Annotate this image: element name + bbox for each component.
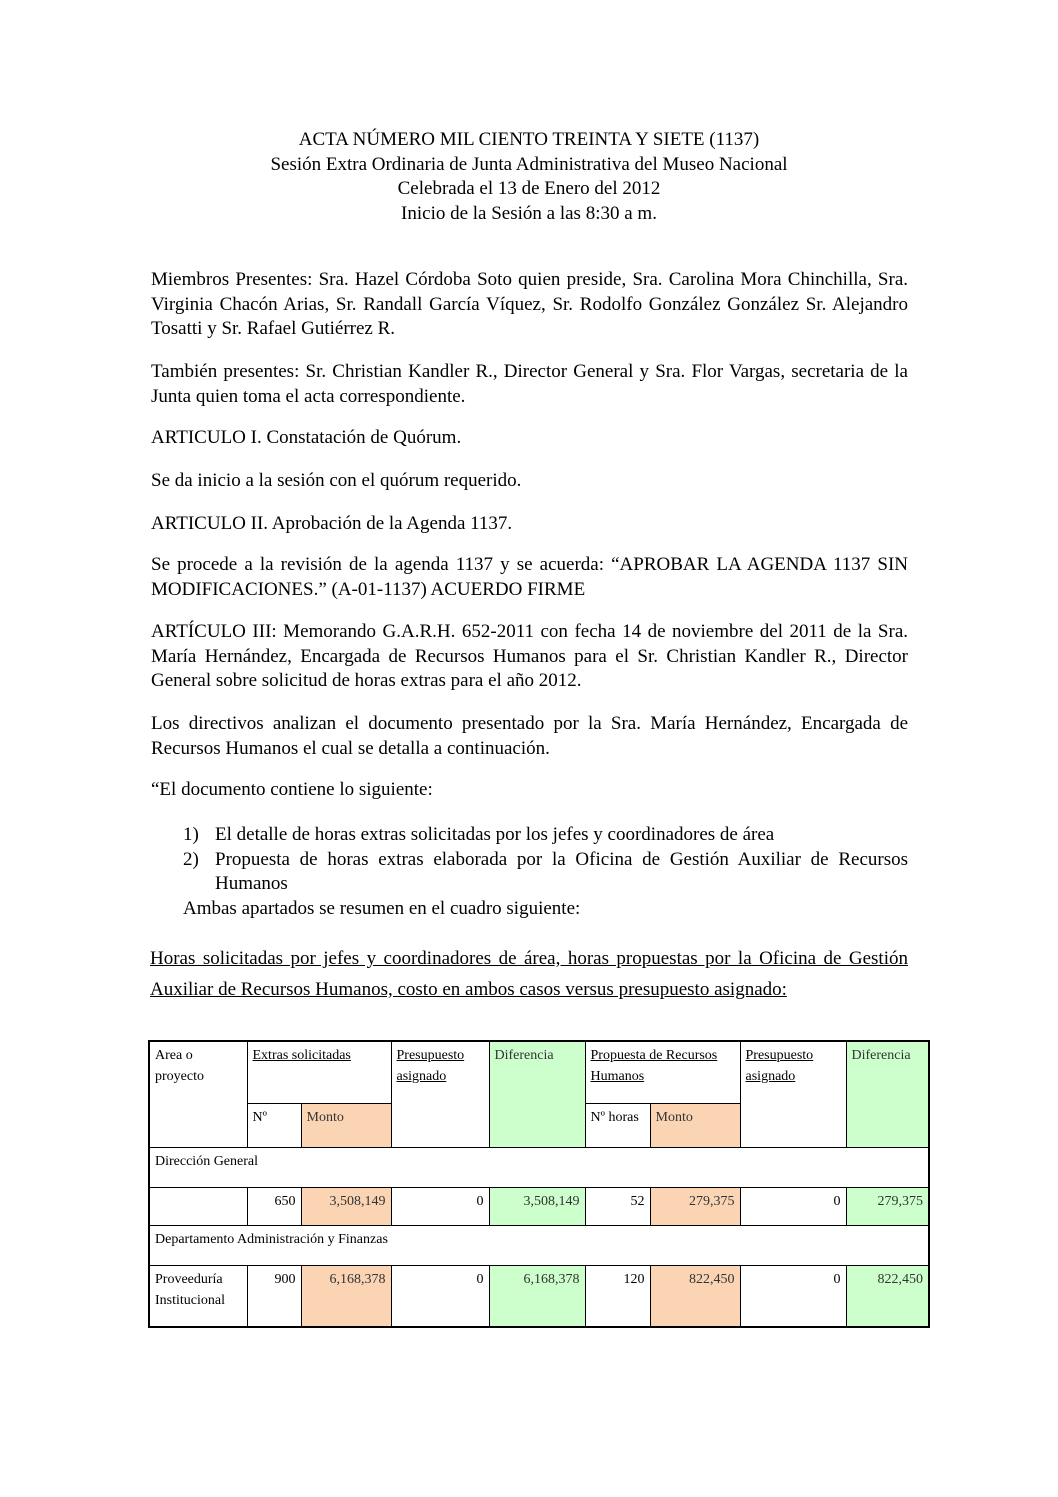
header-monto-2: Monto <box>650 1103 740 1147</box>
section-title: Dirección General <box>149 1147 929 1187</box>
list-number: 1) <box>183 824 199 845</box>
agenda-paragraph: Se procede a la revisión de la agenda 1137 y se acuerda: “APROBAR LA AGENDA 1137 SIN MODIFICACIONES.” (A-01-1137) ACUERDO FIRME <box>151 554 908 600</box>
header-n: Nº <box>247 1103 301 1147</box>
cell-area: Proveeduría Institucional <box>149 1265 247 1327</box>
article-2-heading: ARTICULO II. Aprobación de la Agenda 1137. <box>151 513 513 534</box>
header-presupuesto-1: Presupuesto asignado <box>391 1041 489 1147</box>
header-nhoras: Nº horas <box>585 1103 650 1147</box>
members-paragraph: Miembros Presentes: Sra. Hazel Córdoba Soto quien preside, Sra. Carolina Mora Chinchilla, Sra. Virginia Chacón Arias, Sr. Randall García Víquez, Sr. Rodolfo González González Sr. Alejandro Tosatti y Sr. Rafael Gutiérrez R. <box>151 269 908 339</box>
cell-diferencia-2: 279,375 <box>846 1187 929 1225</box>
cell-area <box>149 1187 247 1225</box>
document-contains-paragraph: “El documento contiene lo siguiente: <box>151 779 433 800</box>
cell-diferencia: 6,168,378 <box>489 1265 585 1327</box>
acta-title: ACTA NÚMERO MIL CIENTO TREINTA Y SIETE (1137) <box>298 129 760 150</box>
cell-presupuesto-2: 0 <box>740 1187 846 1225</box>
article-3-paragraph: ARTÍCULO III: Memorando G.A.R.H. 652-2011 con fecha 14 de noviembre del 2011 de la Sra. María Hernández, Encargada de Recursos Humanos para el Sr. Christian Kandler R., Director General sobre solicitud de horas extras para el año 2012. <box>151 621 908 691</box>
session-start: Inicio de la Sesión a las 8:30 a m. <box>401 202 657 224</box>
session-type: Sesión Extra Ordinaria de Junta Administrativa del Museo Nacional <box>270 153 788 175</box>
cell-n: 650 <box>247 1187 301 1225</box>
table-row <box>149 1265 929 1327</box>
header-diferencia-1: Diferencia <box>489 1041 585 1147</box>
section-title: Departamento Administración y Finanzas <box>149 1225 929 1265</box>
table-caption: Horas solicitadas por jefes y coordinadores de área, horas propuestas por la Oficina de Gestión Auxiliar de Recursos Humanos, costo en ambos casos versus presupuesto asignado: <box>150 948 908 1000</box>
header-presupuesto-2: Presupuesto asignado <box>740 1041 846 1147</box>
article-1-heading: ARTICULO I. Constatación de Quórum. <box>151 427 462 448</box>
header-area: Area o proyecto <box>149 1041 247 1147</box>
cell-diferencia: 3,508,149 <box>489 1187 585 1225</box>
quorum-paragraph: Se da inicio a la sesión con el quórum requerido. <box>151 470 522 491</box>
table-row <box>149 1187 929 1225</box>
cell-nhoras: 52 <box>585 1187 650 1225</box>
cell-monto: 3,508,149 <box>301 1187 391 1225</box>
cell-n: 900 <box>247 1265 301 1327</box>
cell-presupuesto: 0 <box>391 1265 489 1327</box>
cell-monto: 6,168,378 <box>301 1265 391 1327</box>
header-monto-1: Monto <box>301 1103 391 1147</box>
ambas-paragraph: Ambas apartados se resumen en el cuadro siguiente: <box>183 897 581 919</box>
list-text: Propuesta de horas extras elaborada por la Oficina de Gestión Auxiliar de Recursos Humanos <box>215 848 908 894</box>
cell-nhoras: 120 <box>585 1265 650 1327</box>
list-item <box>183 823 908 848</box>
cell-presupuesto: 0 <box>391 1187 489 1225</box>
section-row <box>149 1225 929 1265</box>
list-item <box>183 848 908 897</box>
table-header-row <box>149 1041 929 1103</box>
overtime-table <box>148 1040 930 1328</box>
directivos-paragraph: Los directivos analizan el documento presentado por la Sra. María Hernández, Encargada de Recursos Humanos el cual se detalla a continuación. <box>151 713 908 759</box>
list-number: 2) <box>183 848 199 870</box>
header-extras: Extras solicitadas <box>247 1041 391 1103</box>
contents-list <box>183 823 908 921</box>
also-present-paragraph: También presentes: Sr. Christian Kandler R., Director General y Sra. Flor Vargas, secretaria de la Junta quien toma el acta correspondiente. <box>151 361 908 407</box>
cell-diferencia-2: 822,450 <box>846 1265 929 1327</box>
list-text: El detalle de horas extras solicitadas por los jefes y coordinadores de área <box>215 824 775 845</box>
cell-monto-2: 279,375 <box>650 1187 740 1225</box>
header-propuesta: Propuesta de Recursos Humanos <box>585 1041 740 1103</box>
section-row <box>149 1147 929 1187</box>
cell-presupuesto-2: 0 <box>740 1265 846 1327</box>
acta-header <box>150 128 908 226</box>
header-diferencia-2: Diferencia <box>846 1041 929 1147</box>
cell-monto-2: 822,450 <box>650 1265 740 1327</box>
session-date: Celebrada el 13 de Enero del 2012 <box>397 178 661 199</box>
